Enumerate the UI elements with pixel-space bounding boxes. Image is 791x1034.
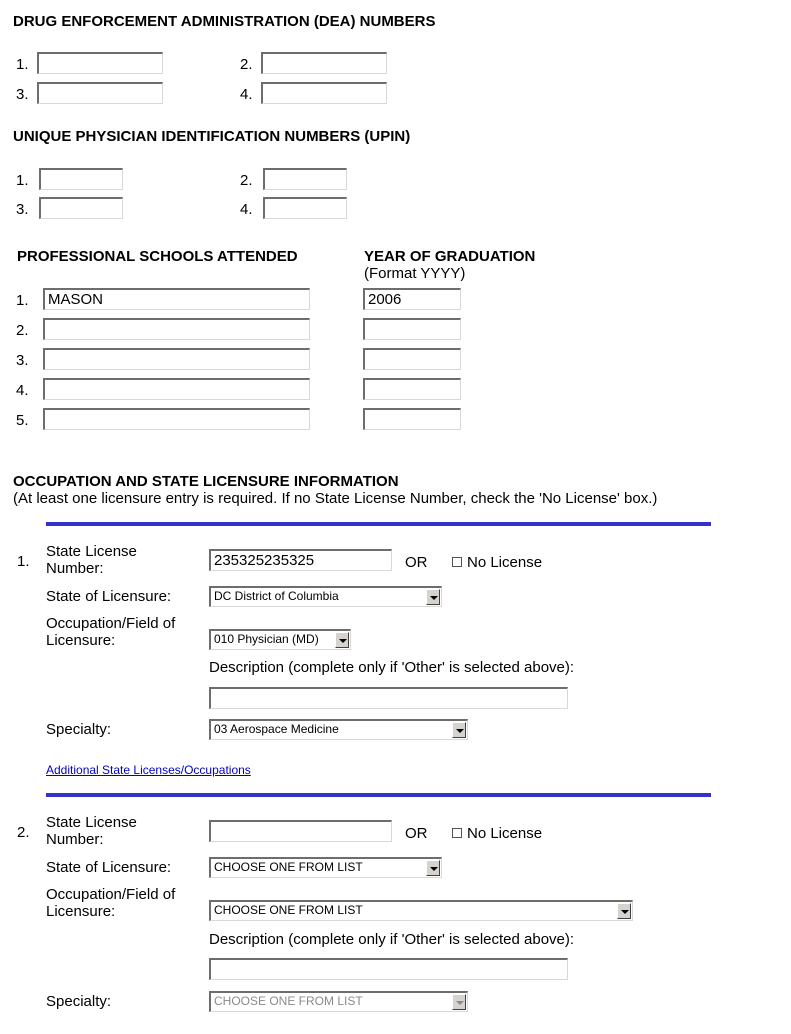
- license-number-label-line1: State License: [46, 814, 137, 831]
- school-5-input[interactable]: [43, 408, 310, 430]
- license-number-label-2: [46, 814, 137, 848]
- section-divider-1: [46, 522, 711, 526]
- license-entry-2-index: 2.: [17, 824, 30, 841]
- no-license-checkbox-1[interactable]: [452, 557, 462, 567]
- licensure-heading: OCCUPATION AND STATE LICENSURE INFORMATION: [13, 473, 399, 490]
- description-2-input[interactable]: [209, 958, 568, 980]
- state-select-2-value: CHOOSE ONE FROM LIST: [214, 860, 363, 874]
- graduation-year-format: (Format YYYY): [364, 265, 466, 282]
- dea-label-1: 1.: [16, 56, 29, 73]
- upin-number-2-input[interactable]: [263, 168, 347, 190]
- description-label-2: Description (complete only if 'Other' is selected above):: [209, 931, 575, 948]
- graduation-year-3-input[interactable]: [363, 348, 461, 370]
- school-label-3: 3.: [16, 352, 29, 369]
- upin-label-3: 3.: [16, 201, 29, 218]
- occupation-select-1[interactable]: [209, 629, 351, 650]
- school-label-1: 1.: [16, 292, 29, 309]
- occupation-label-2: [46, 886, 175, 920]
- dea-number-3-input[interactable]: [37, 82, 163, 104]
- occupation-label-line1: Occupation/Field of: [46, 615, 176, 632]
- license-number-label-1: [46, 543, 137, 577]
- graduation-year-2-input[interactable]: [363, 318, 461, 340]
- school-3-input[interactable]: [43, 348, 310, 370]
- no-license-checkbox-2[interactable]: [452, 828, 462, 838]
- upin-number-1-input[interactable]: [39, 168, 123, 190]
- dropdown-arrow-icon[interactable]: [452, 722, 466, 738]
- schools-heading: PROFESSIONAL SCHOOLS ATTENDED: [17, 248, 298, 265]
- upin-heading: UNIQUE PHYSICIAN IDENTIFICATION NUMBERS (UPIN): [13, 128, 411, 145]
- or-label-2: OR: [405, 825, 428, 842]
- dropdown-arrow-icon[interactable]: [335, 632, 349, 648]
- upin-label-1: 1.: [16, 172, 29, 189]
- occupation-label-line2: Licensure:: [46, 903, 116, 920]
- state-select-1[interactable]: [209, 586, 442, 607]
- state-label-1: State of Licensure:: [46, 588, 172, 605]
- occupation-select-2[interactable]: [209, 900, 633, 921]
- specialty-select-2-value: CHOOSE ONE FROM LIST: [214, 994, 363, 1008]
- license-number-label-line2: Number:: [46, 560, 104, 577]
- dropdown-arrow-icon[interactable]: [426, 589, 440, 605]
- school-1-input[interactable]: [43, 288, 310, 310]
- dea-label-4: 4.: [240, 86, 253, 103]
- additional-licenses-link[interactable]: Additional State Licenses/Occupations: [46, 763, 251, 777]
- license-number-label-line2: Number:: [46, 831, 104, 848]
- school-label-2: 2.: [16, 322, 29, 339]
- dea-number-4-input[interactable]: [261, 82, 387, 104]
- or-label-1: OR: [405, 554, 428, 571]
- occupation-select-1-value: 010 Physician (MD): [214, 632, 319, 646]
- description-1-input[interactable]: [209, 687, 568, 709]
- upin-label-4: 4.: [240, 201, 253, 218]
- occupation-label-1: [46, 615, 175, 649]
- specialty-label-1: Specialty:: [46, 721, 112, 738]
- dropdown-arrow-icon[interactable]: [452, 994, 466, 1010]
- dea-number-1-input[interactable]: [37, 52, 163, 74]
- upin-number-3-input[interactable]: [39, 197, 123, 219]
- no-license-label-2[interactable]: No License: [467, 825, 543, 842]
- license-number-label-line1: State License: [46, 543, 137, 560]
- school-label-4: 4.: [16, 382, 29, 399]
- upin-label-2: 2.: [240, 172, 253, 189]
- license-entry-1-index: 1.: [17, 553, 30, 570]
- dea-label-2: 2.: [240, 56, 253, 73]
- dea-number-2-input[interactable]: [261, 52, 387, 74]
- state-label-2: State of Licensure:: [46, 859, 172, 876]
- graduation-year-5-input[interactable]: [363, 408, 461, 430]
- license-number-1-input[interactable]: [209, 549, 392, 571]
- description-label-1: Description (complete only if 'Other' is selected above):: [209, 659, 575, 676]
- occupation-label-line1: Occupation/Field of: [46, 886, 176, 903]
- specialty-select-1-value: 03 Aerospace Medicine: [214, 722, 339, 736]
- graduation-year-heading: YEAR OF GRADUATION: [364, 248, 536, 265]
- section-divider-2: [46, 793, 711, 797]
- school-4-input[interactable]: [43, 378, 310, 400]
- state-select-1-value: DC District of Columbia: [214, 589, 339, 603]
- dea-label-3: 3.: [16, 86, 29, 103]
- occupation-select-2-value: CHOOSE ONE FROM LIST: [214, 903, 363, 917]
- dropdown-arrow-icon[interactable]: [617, 903, 631, 919]
- occupation-label-line2: Licensure:: [46, 632, 116, 649]
- state-select-2[interactable]: [209, 857, 442, 878]
- graduation-year-1-input[interactable]: [363, 288, 461, 310]
- school-label-5: 5.: [16, 412, 29, 429]
- no-license-label-1[interactable]: No License: [467, 554, 543, 571]
- license-number-2-input[interactable]: [209, 820, 392, 842]
- dea-heading: DRUG ENFORCEMENT ADMINISTRATION (DEA) NUMBERS: [13, 13, 436, 30]
- licensure-note: (At least one licensure entry is required. If no State License Number, check the 'No License' box.): [13, 490, 658, 507]
- specialty-label-2: Specialty:: [46, 993, 112, 1010]
- specialty-select-1[interactable]: [209, 719, 468, 740]
- graduation-year-4-input[interactable]: [363, 378, 461, 400]
- upin-number-4-input[interactable]: [263, 197, 347, 219]
- dropdown-arrow-icon[interactable]: [426, 860, 440, 876]
- specialty-select-2[interactable]: [209, 991, 468, 1012]
- school-2-input[interactable]: [43, 318, 310, 340]
